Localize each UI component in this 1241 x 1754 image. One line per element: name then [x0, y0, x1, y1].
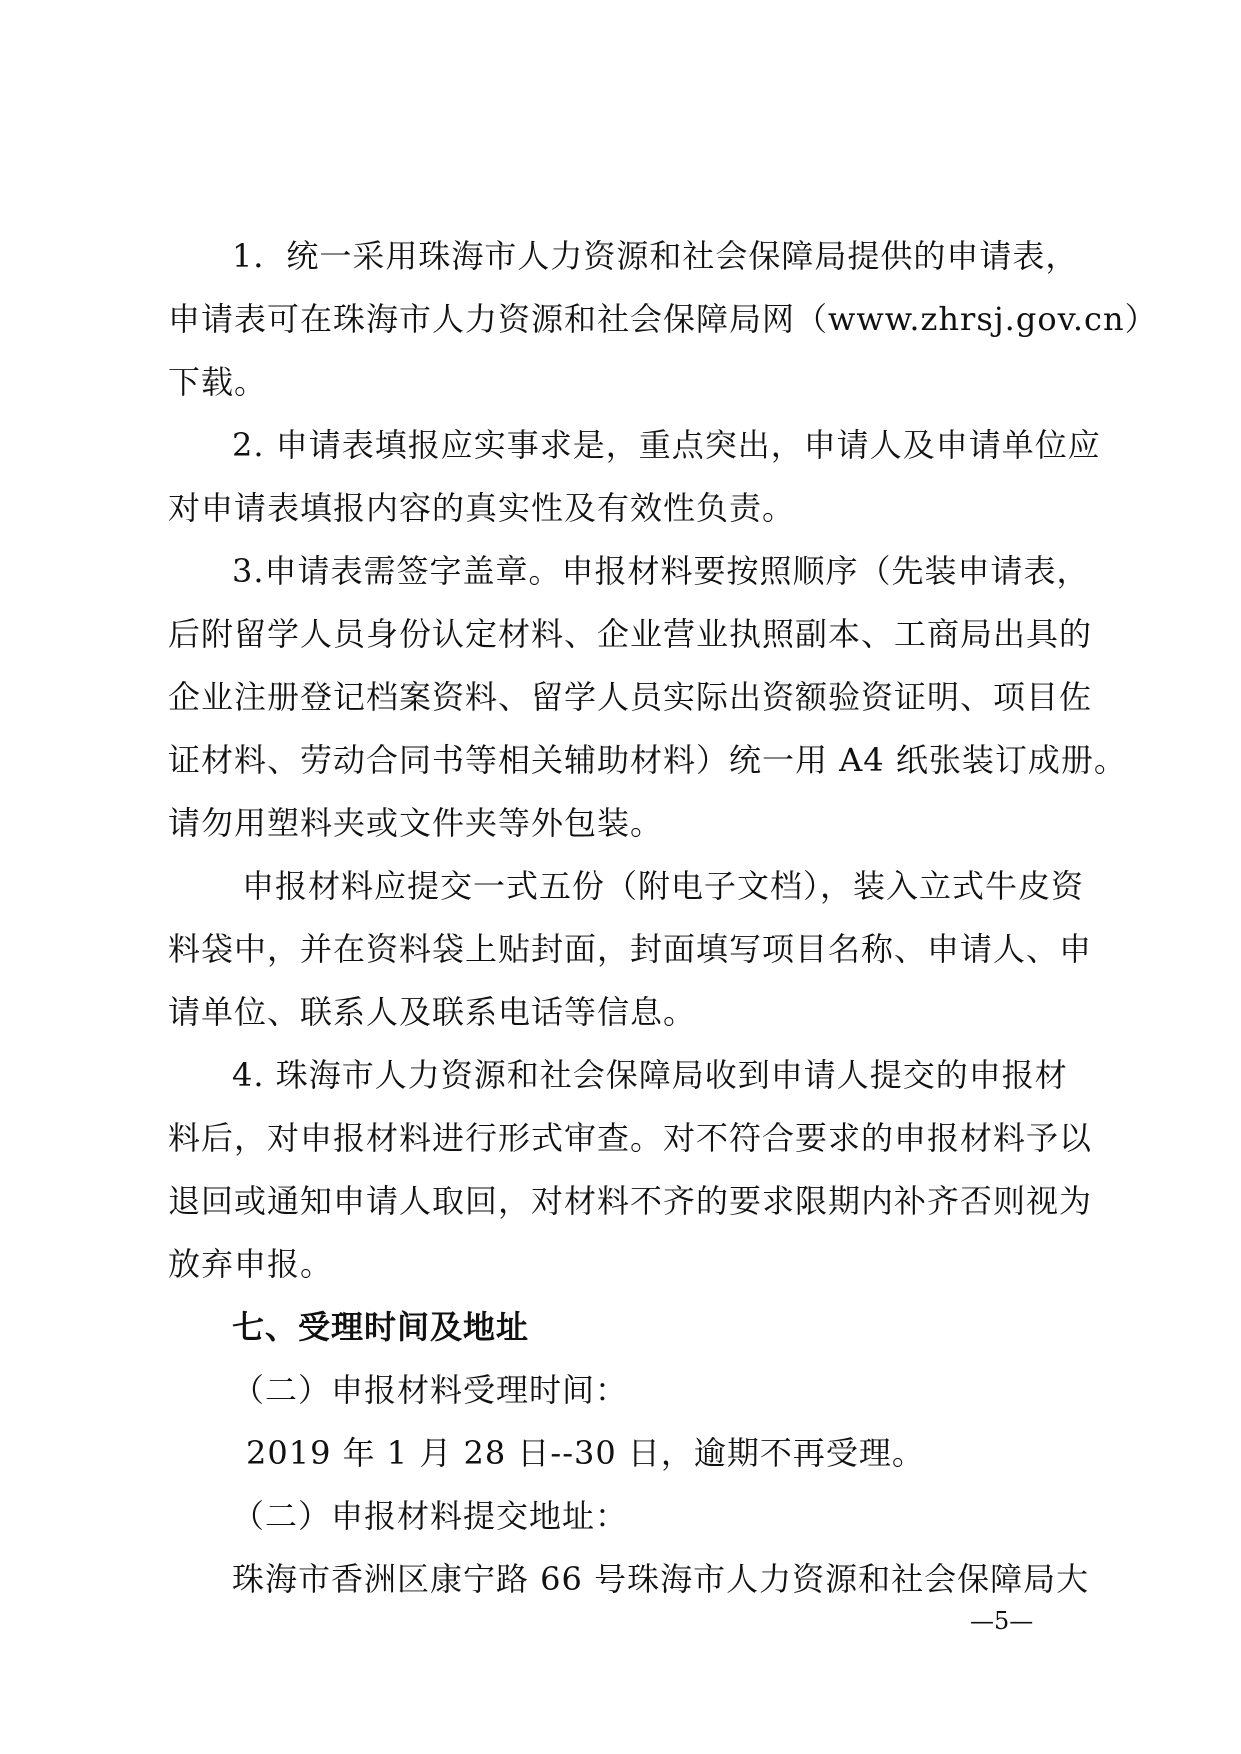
paragraph-4-line-3: 请单位、联系人及联系电话等信息。 [168, 993, 697, 1031]
address-label: （二）申报材料提交地址： [232, 1497, 629, 1535]
paragraph-5-line-2: 料后，对申报材料进行形式审查。对不符合要求的申报材料予以 [168, 1119, 1093, 1157]
section-heading: 七、受理时间及地址 [232, 1308, 530, 1346]
paragraph-3-line-4: 证材料、劳动合同书等相关辅助材料）统一用 A4 纸张装订成册。 [168, 741, 1127, 779]
time-value: 2019 年 1 月 28 日--30 日，逾期不再受理。 [246, 1434, 925, 1472]
paragraph-3-line-2: 后附留学人员身份认定材料、企业营业执照副本、工商局出具的 [168, 615, 1093, 653]
paragraph-5-line-4: 放弃申报。 [168, 1245, 334, 1283]
paragraph-2-line-1: 2. 申请表填报应实事求是，重点突出，申请人及申请单位应 [232, 426, 1101, 464]
address-line: 珠海市香洲区康宁路 66 号珠海市人力资源和社会保障局大 [232, 1560, 1090, 1598]
page-number: —5— [970, 1607, 1034, 1635]
paragraph-5-line-1: 4. 珠海市人力资源和社会保障局收到申请人提交的申报材 [232, 1056, 1068, 1094]
paragraph-4-line-1: 申报材料应提交一式五份（附电子文档），装入立式牛皮资 [242, 867, 1085, 905]
paragraph-1-line-1: 1．统一采用珠海市人力资源和社会保障局提供的申请表， [232, 237, 1079, 275]
paragraph-4-line-2: 料袋中，并在资料袋上贴封面，封面填写项目名称、申请人、申 [168, 930, 1093, 968]
time-label: （二）申报材料受理时间： [232, 1371, 629, 1409]
paragraph-1-line-3: 下载。 [168, 363, 268, 401]
paragraph-3-line-5: 请勿用塑料夹或文件夹等外包装。 [168, 804, 664, 842]
paragraph-5-line-3: 退回或通知申请人取回，对材料不齐的要求限期内补齐否则视为 [168, 1182, 1093, 1220]
paragraph-2-line-2: 对申请表填报内容的真实性及有效性负责。 [168, 489, 796, 527]
paragraph-1-line-2: 申请表可在珠海市人力资源和社会保障局网（www.zhrsj.gov.cn） [168, 300, 1158, 338]
paragraph-3-line-3: 企业注册登记档案资料、留学人员实际出资额验资证明、项目佐 [168, 678, 1093, 716]
paragraph-3-line-1: 3.申请表需签字盖章。申报材料要按照顺序（先装申请表， [232, 552, 1090, 590]
